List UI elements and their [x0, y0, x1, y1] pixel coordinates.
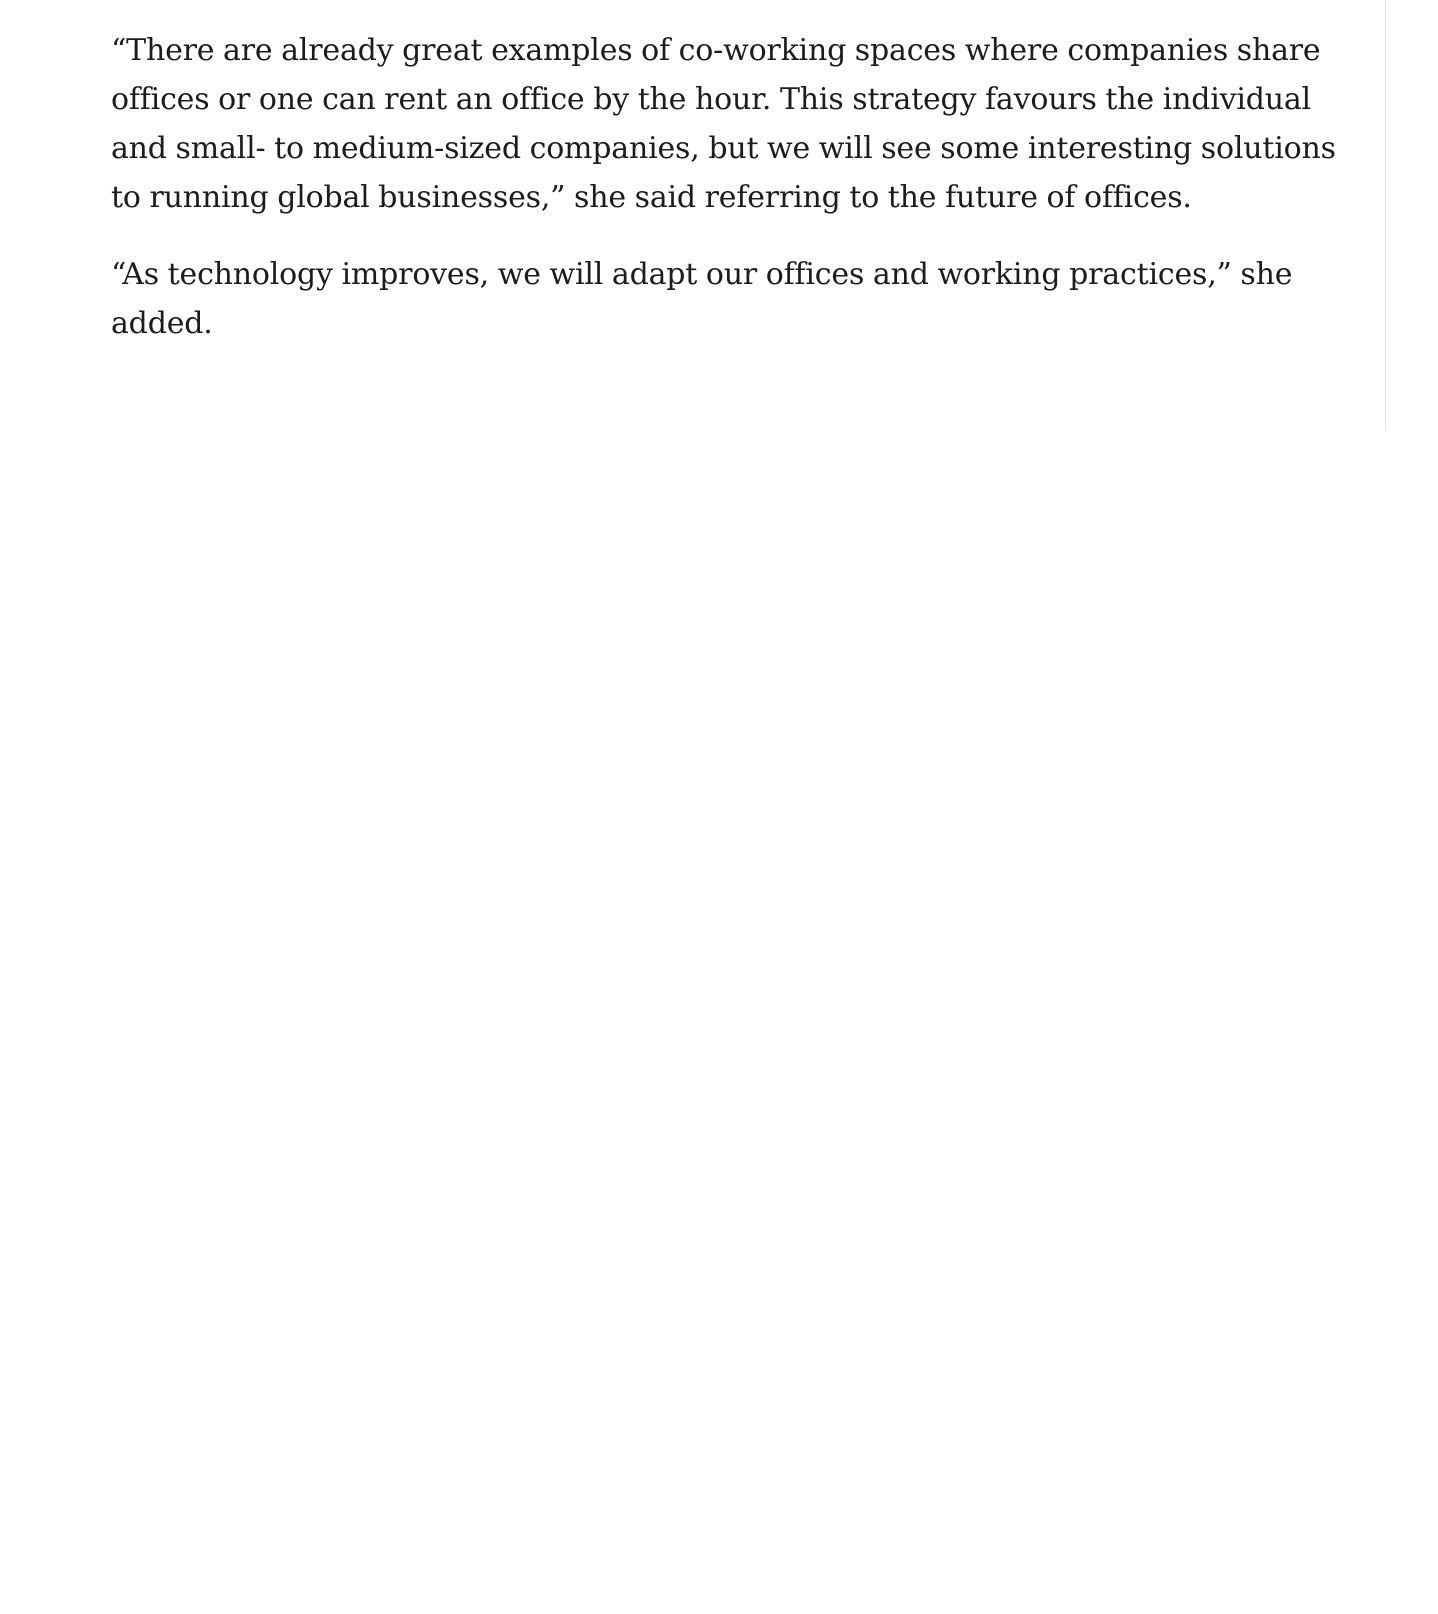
article-body — [111, 26, 1359, 376]
article-paragraph-offices-future: “There are already great examples of co-working spaces where companies share offices or one can rent an office by the hour. This strategy favours the individual and small- to medium-sized companies, but we will see some interesting solutions to running global businesses,” she said referring to the future of offices. — [111, 33, 1336, 215]
article-column — [0, 0, 1386, 430]
article-paragraph-technology: “As technology improves, we will adapt our offices and working practices,” she added. — [111, 257, 1293, 341]
